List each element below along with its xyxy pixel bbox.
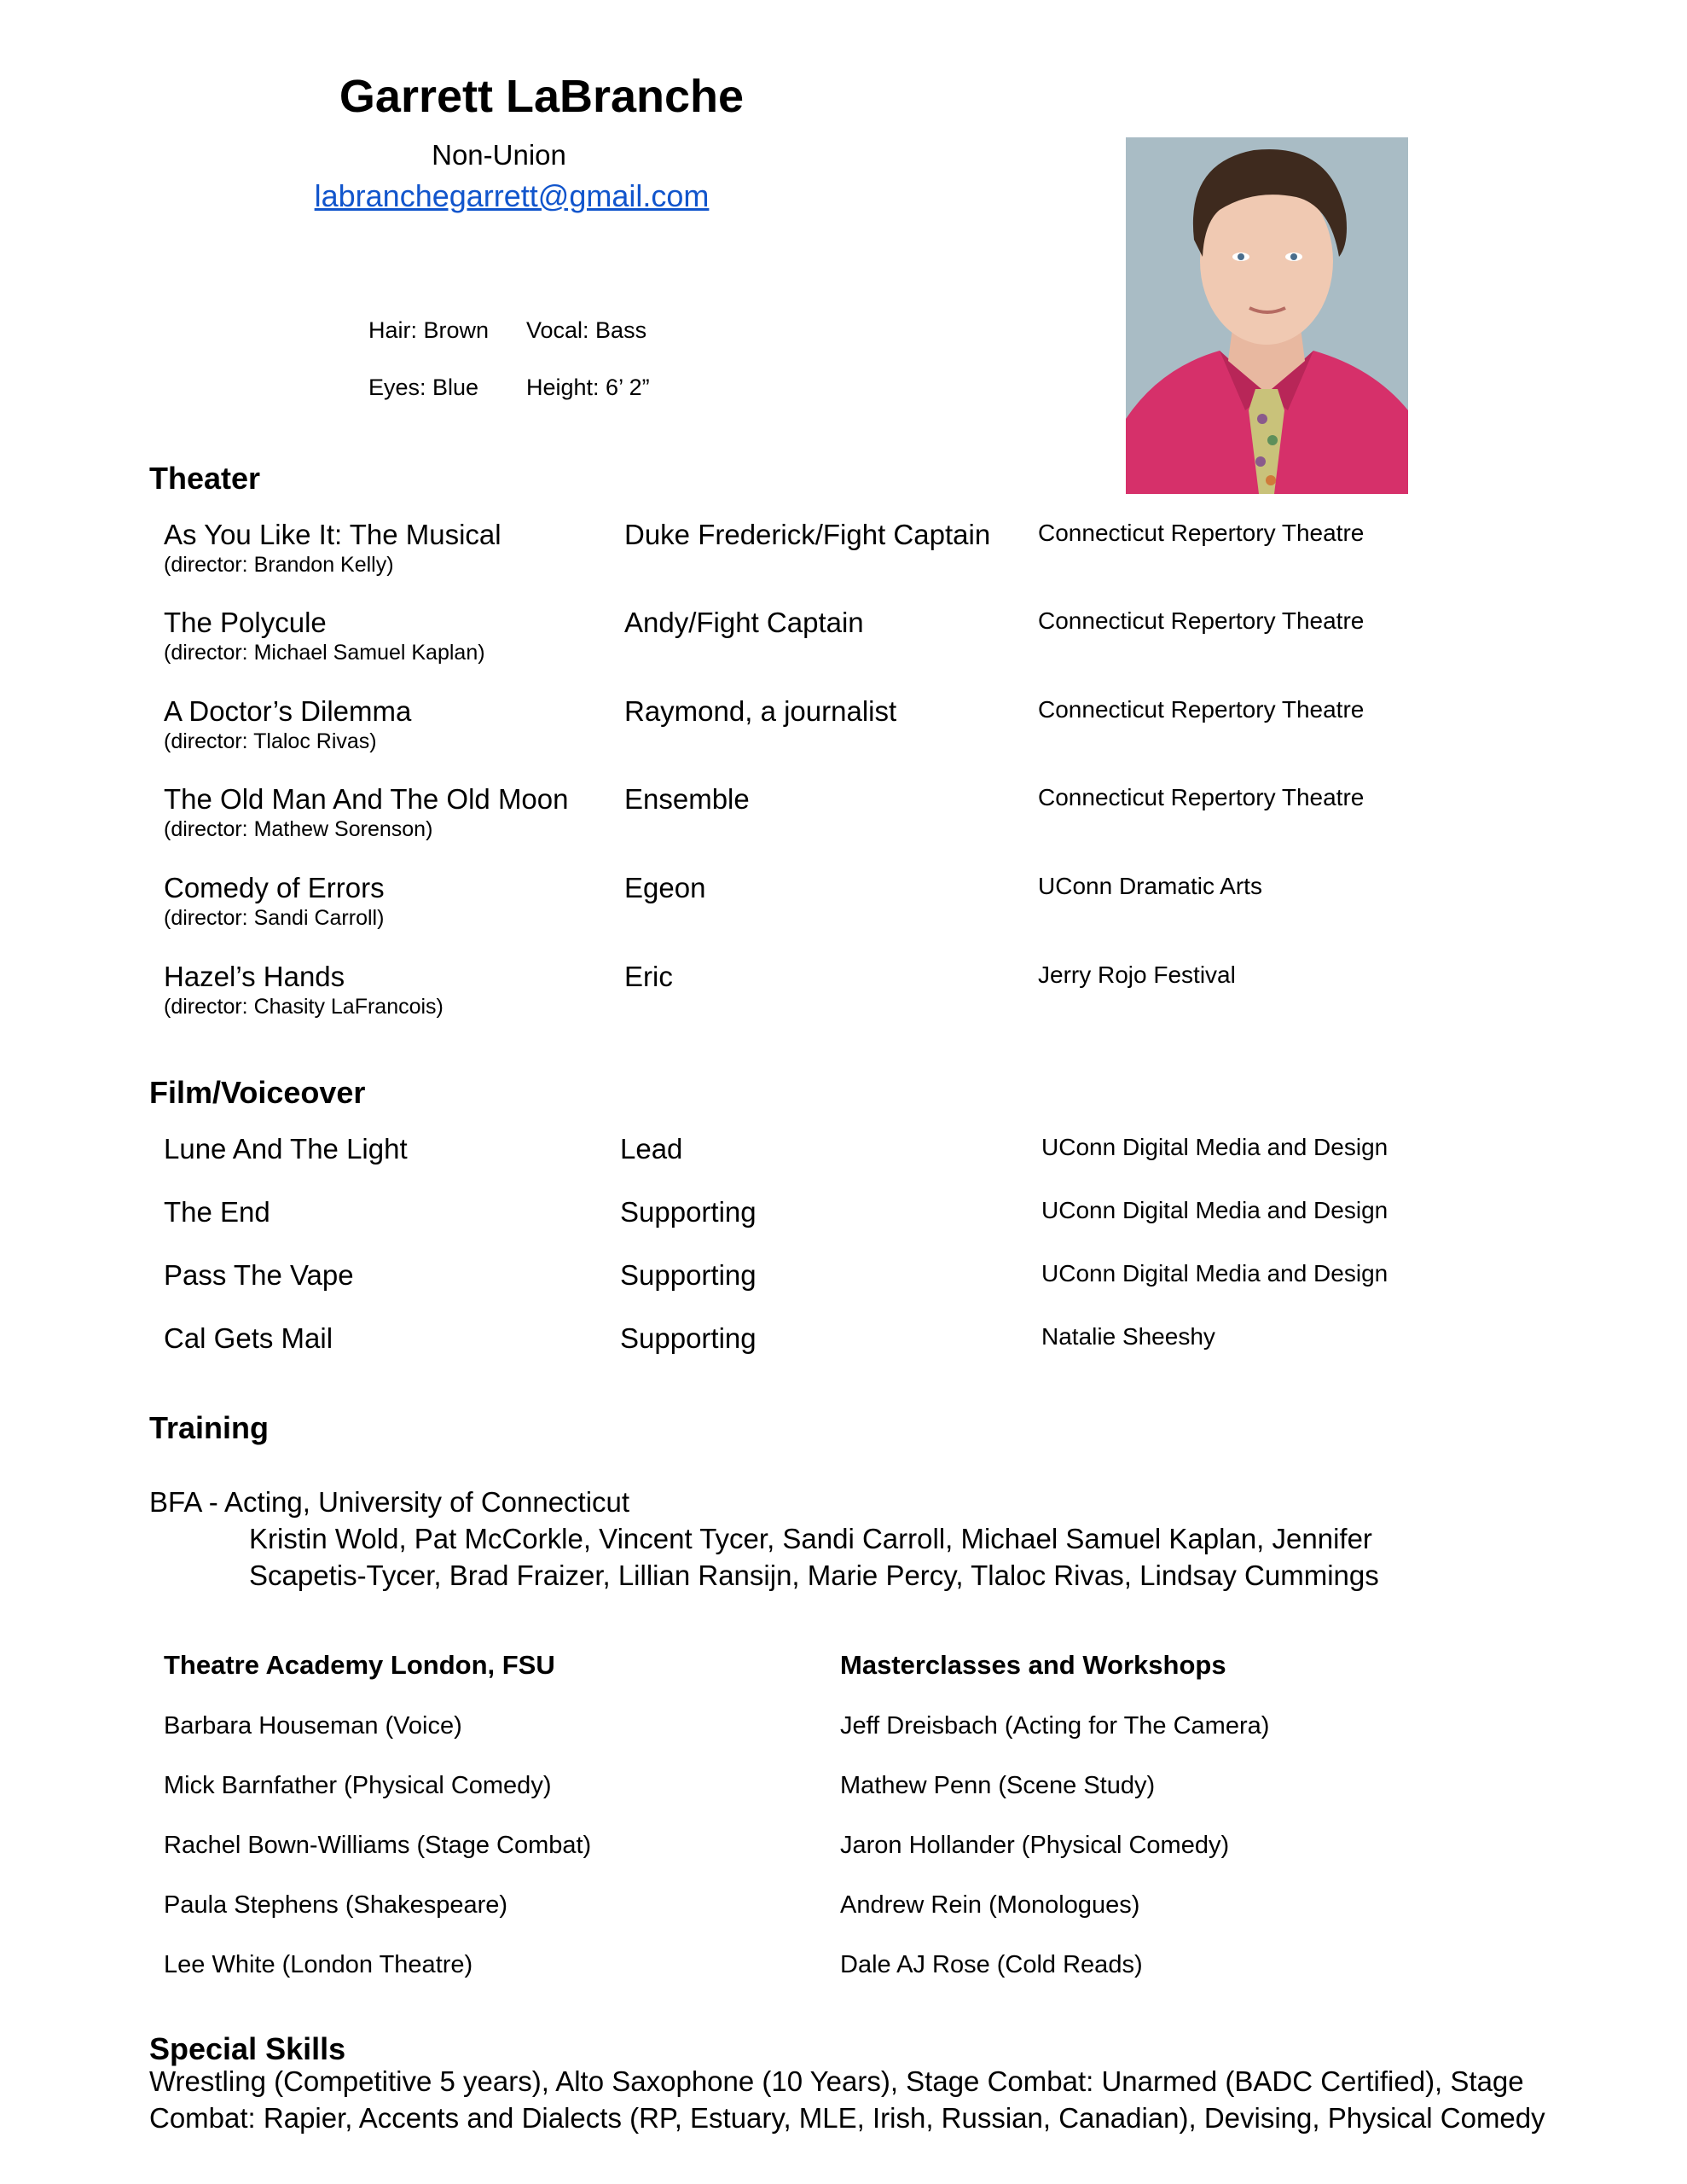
credit-venue: Natalie Sheeshy [1041,1323,1215,1350]
training-instructors-line2: Scapetis-Tycer, Brad Fraizer, Lillian Ransijn, Marie Percy, Tlaloc Rivas, Lindsay Cummings [249,1560,1379,1591]
masterclass-item: Dale AJ Rose (Cold Reads) [840,1951,1143,1978]
skills-text: Wrestling (Competitive 5 years), Alto Saxophone (10 Years), Stage Combat: Unarmed (BADC Certified), Stage Combat: Rapier, Accents and Dialects (RP, Estuary, MLE, Irish, Russian, Canadian), Devising, Physical Comedy [149,2065,1545,2134]
skills-heading: Special Skills [149,2031,346,2066]
credit-title: The End [164,1196,270,1228]
credit-venue: Connecticut Repertory Theatre [1038,607,1365,634]
credit-role: Supporting [620,1322,757,1354]
london-item: Barbara Houseman (Voice) [164,1712,462,1740]
london-item: Rachel Bown-Williams (Stage Combat) [164,1832,592,1859]
credit-title: The Polycule [164,607,327,638]
credit-title: Lune And The Light [164,1133,408,1165]
credit-role: Egeon [624,872,706,903]
credit-director: (director: Brandon Kelly) [164,553,394,577]
credit-venue: Jerry Rojo Festival [1038,961,1236,988]
london-item: Mick Barnfather (Physical Comedy) [164,1772,552,1799]
credit-role: Supporting [620,1259,757,1291]
credit-role: Ensemble [624,783,750,815]
email-link[interactable]: labranchegarrett@gmail.com [314,178,710,213]
masterclass-item: Jeff Dreisbach (Acting for The Camera) [840,1712,1270,1740]
credit-role: Eric [624,961,673,992]
credit-venue: Connecticut Repertory Theatre [1038,696,1365,723]
credit-director: (director: Mathew Sorenson) [164,817,433,841]
credit-venue: UConn Digital Media and Design [1041,1260,1388,1287]
credit-title: Pass The Vape [164,1259,354,1291]
credit-title: Comedy of Errors [164,872,385,903]
eyes-attribute: Eyes: Blue [368,375,479,400]
london-heading: Theatre Academy London, FSU [164,1650,555,1680]
training-heading: Training [149,1410,270,1445]
union-status: Non-Union [432,139,566,171]
training-degree: BFA - Acting, University of Connecticut [149,1486,630,1518]
credit-role: Raymond, a journalist [624,695,897,727]
headshot-illustration [1126,137,1408,494]
actor-name: Garrett LaBranche [339,71,745,122]
credit-director: (director: Sandi Carroll) [164,906,385,930]
credit-director: (director: Chasity LaFrancois) [164,995,443,1019]
credit-role: Andy/Fight Captain [624,607,864,638]
headshot-photo [1126,137,1408,494]
credit-role: Supporting [620,1196,757,1228]
credit-title: As You Like It: The Musical [164,519,501,550]
credit-director: (director: Michael Samuel Kaplan) [164,641,485,665]
credit-venue: Connecticut Repertory Theatre [1038,520,1365,546]
credit-title: A Doctor’s Dilemma [164,695,412,727]
credit-venue: UConn Dramatic Arts [1038,873,1262,899]
film-heading: Film/Voiceover [149,1075,366,1110]
theater-heading: Theater [149,461,261,496]
credit-role: Lead [620,1133,683,1165]
hair-attribute: Hair: Brown [368,317,490,343]
london-item: Lee White (London Theatre) [164,1951,473,1978]
masterclasses-heading: Masterclasses and Workshops [840,1650,1226,1680]
credit-director: (director: Tlaloc Rivas) [164,729,377,753]
masterclass-item: Andrew Rein (Monologues) [840,1891,1140,1919]
masterclass-item: Mathew Penn (Scene Study) [840,1772,1156,1799]
height-attribute: Height: 6’ 2” [526,375,650,400]
credit-title: Cal Gets Mail [164,1322,333,1354]
credit-venue: UConn Digital Media and Design [1041,1134,1388,1160]
credit-venue: UConn Digital Media and Design [1041,1197,1388,1223]
credit-title: The Old Man And The Old Moon [164,783,569,815]
vocal-attribute: Vocal: Bass [526,317,647,343]
credit-role: Duke Frederick/Fight Captain [624,519,991,550]
credit-title: Hazel’s Hands [164,961,345,992]
masterclass-item: Jaron Hollander (Physical Comedy) [840,1832,1230,1859]
training-instructors-line1: Kristin Wold, Pat McCorkle, Vincent Tycer, Sandi Carroll, Michael Samuel Kaplan, Jennifer [249,1523,1372,1554]
london-item: Paula Stephens (Shakespeare) [164,1891,508,1919]
credit-venue: Connecticut Repertory Theatre [1038,784,1365,810]
